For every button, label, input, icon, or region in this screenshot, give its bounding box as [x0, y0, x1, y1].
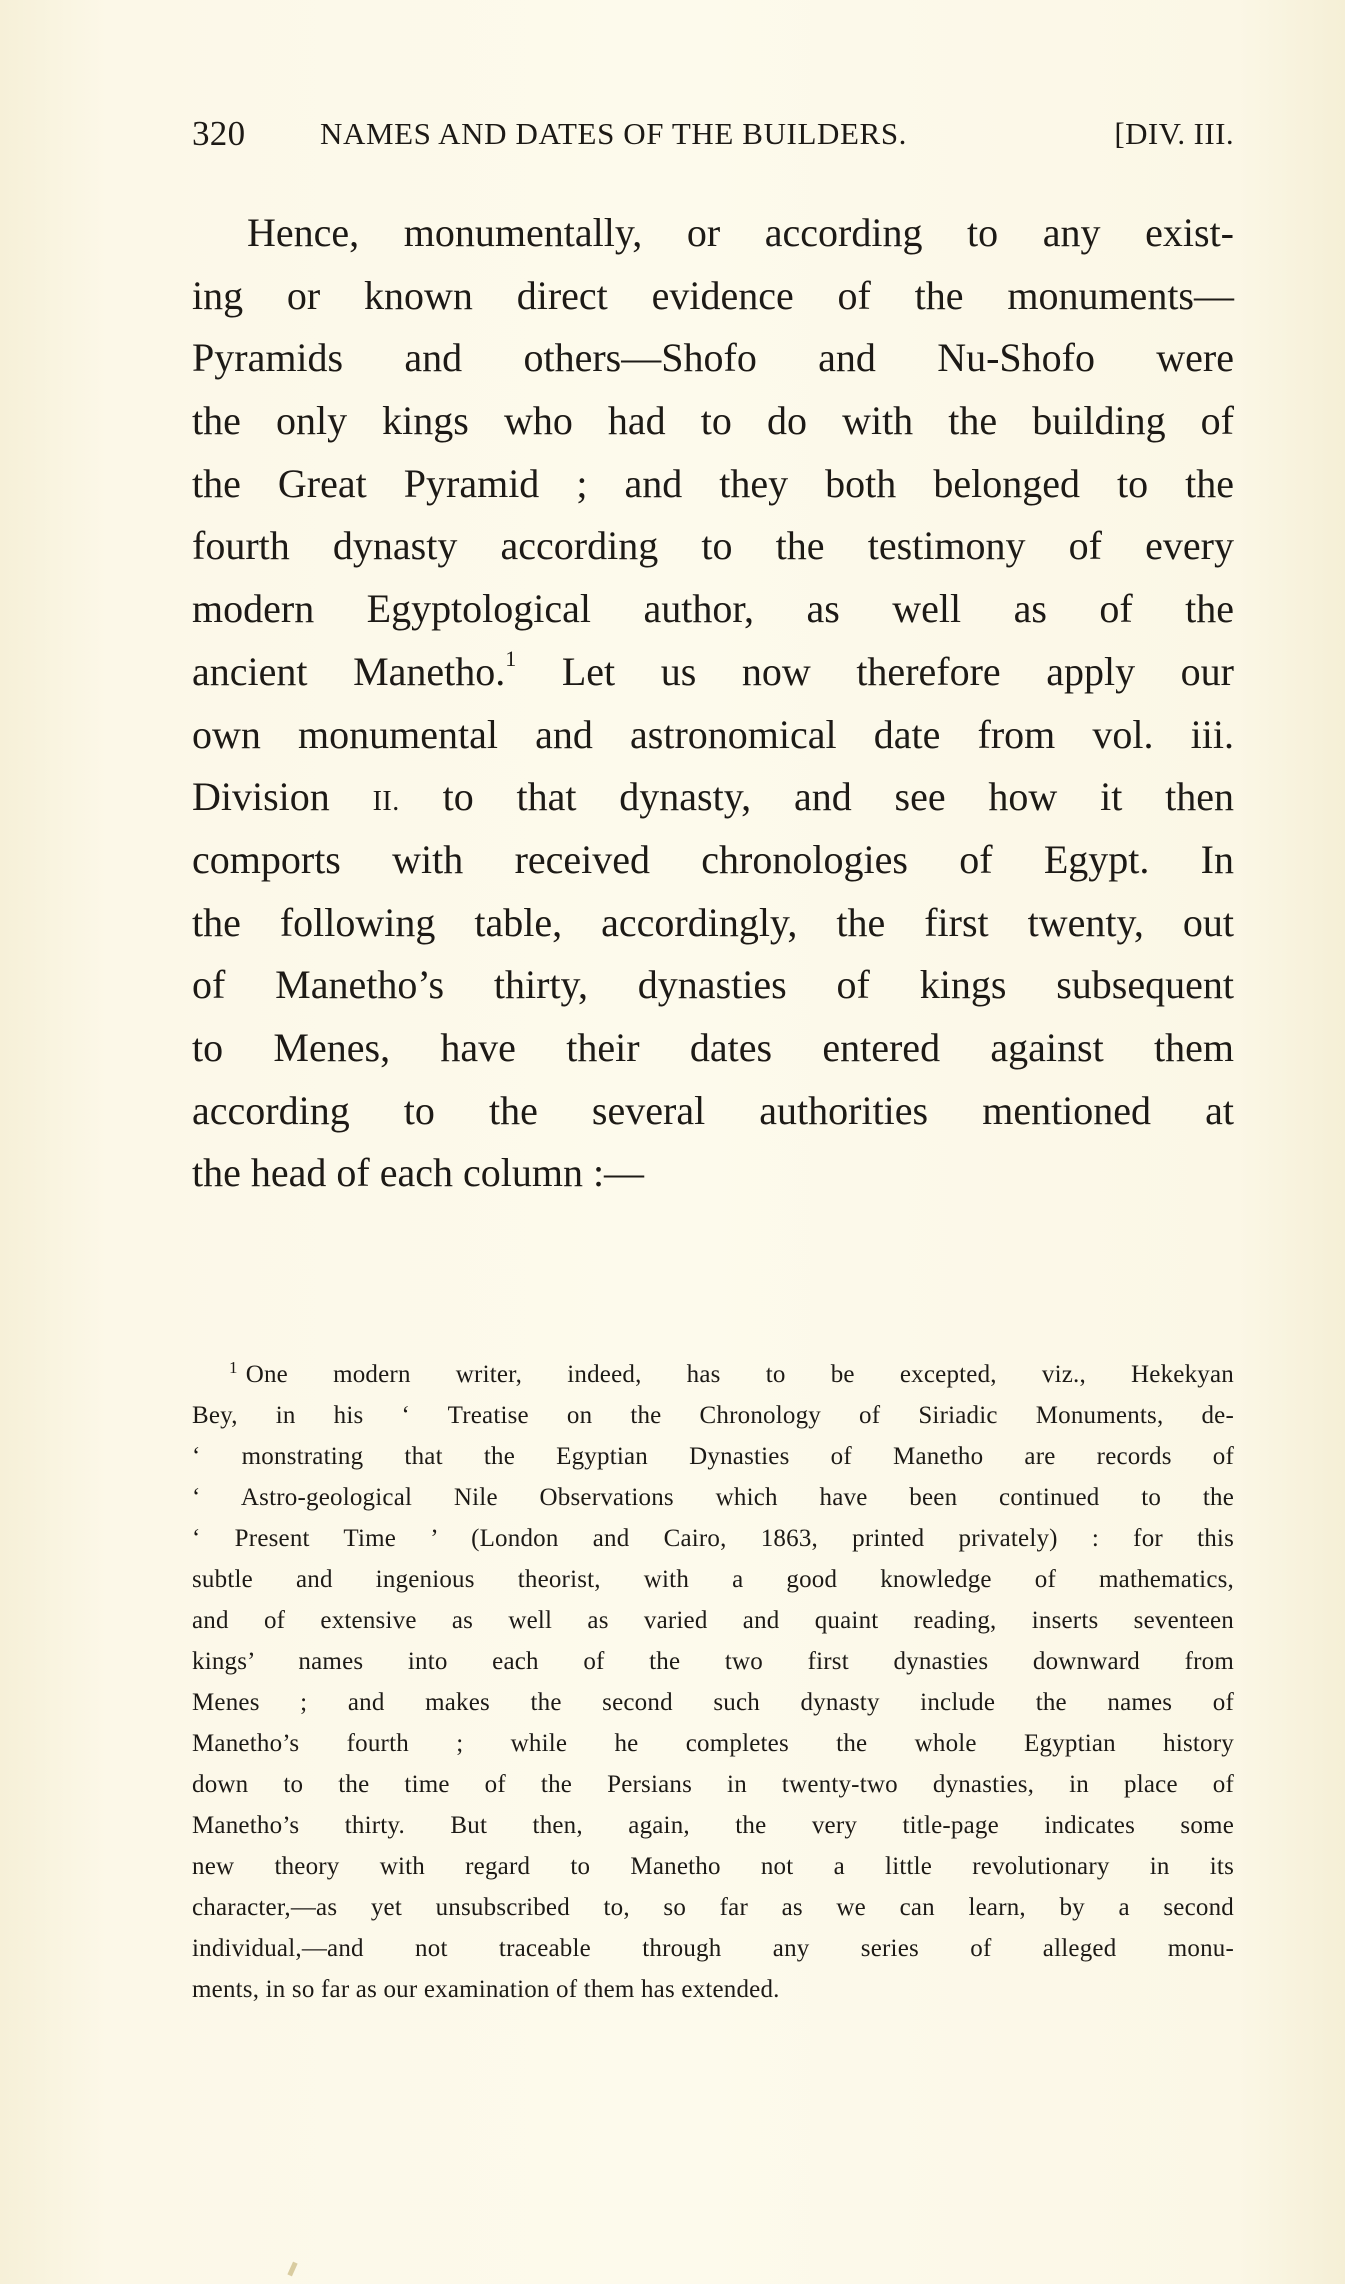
footnote-line: subtle and ingenious theorist, with a good knowledge of mathematics, [192, 1566, 1234, 1593]
footnote-reference: 1 [505, 646, 517, 672]
footnote-line: character,—as yet unsubscribed to, so far as we can learn, by a second [192, 1894, 1234, 1921]
footnote-line: Manetho’s fourth ; while he completes the whole Egyptian history [192, 1730, 1234, 1757]
body-line: own monumental and astronomical date from vol. iii. [192, 711, 1234, 757]
footnote-marker: 1 [229, 1358, 238, 1377]
footnote-line [192, 1354, 1234, 1395]
footnote-line: individual,—and not traceable through any series of alleged monu- [192, 1935, 1234, 1962]
footnote-line: ‘ monstrating that the Egyptian Dynasties of Manetho are records of [192, 1443, 1234, 1470]
division-label: [DIV. III. [1114, 116, 1234, 151]
body-line: of Manetho’s thirty, dynasties of kings subsequent [192, 962, 1234, 1008]
body-line [192, 766, 1234, 829]
paper-speck [287, 2262, 297, 2277]
body-line: the following table, accordingly, the first twenty, out [192, 899, 1234, 945]
body-line: to Menes, have their dates entered against them [192, 1024, 1234, 1070]
body-text-segment: Division [192, 774, 373, 820]
footnote-line: Menes ; and makes the second such dynasty include the names of [192, 1689, 1234, 1716]
footnote-line: down to the time of the Persians in twenty-two dynasties, in place of [192, 1771, 1234, 1798]
footnote-line: ‘ Astro-geological Nile Observations which have been continued to the [192, 1484, 1234, 1511]
body-text-segment: Let us now therefore apply our [516, 648, 1234, 694]
body-line: the head of each column :— [192, 1150, 645, 1196]
footnote-line: and of extensive as well as varied and quaint reading, inserts seventeen [192, 1607, 1234, 1634]
footnote-line: ‘ Present Time ’ (London and Cairo, 1863, printed privately) : for this [192, 1525, 1234, 1552]
main-paragraph [192, 202, 1234, 1205]
body-line: Pyramids and others—Shofo and Nu-Shofo were [192, 335, 1234, 381]
running-title: NAMES AND DATES OF THE BUILDERS. [320, 116, 908, 151]
body-line: fourth dynasty according to the testimony of every [192, 523, 1234, 569]
footnote-line: ments, in so far as our examination of them has extended. [192, 1976, 780, 2003]
body-line: the Great Pyramid ; and they both belonged to the [192, 460, 1234, 506]
division-numeral: II. [372, 786, 400, 818]
body-text-segment: to that dynasty, and see how it then [399, 774, 1234, 820]
body-line: Hence, monumentally, or according to any exist- [247, 210, 1234, 255]
running-header [192, 114, 1234, 154]
footnote-line: kings’ names into each of the two first dynasties downward from [192, 1648, 1234, 1675]
footnote-line: new theory with regard to Manetho not a little revolutionary in its [192, 1853, 1234, 1880]
body-line: ing or known direct evidence of the monuments— [192, 272, 1234, 318]
footnote-line: Manetho’s thirty. But then, again, the very title-page indicates some [192, 1812, 1234, 1839]
body-line [192, 641, 1234, 704]
body-line: modern Egyptological author, as well as of the [192, 586, 1234, 632]
footnote-text: One modern writer, indeed, has to be excepted, viz., Hekekyan [245, 1361, 1234, 1388]
body-text-segment: ancient Manetho. [192, 648, 506, 694]
body-line: according to the several authorities mentioned at [192, 1087, 1234, 1133]
page-number: 320 [192, 114, 246, 153]
footnote-line: Bey, in his ‘ Treatise on the Chronology of Siriadic Monuments, de- [192, 1402, 1234, 1429]
body-line: comports with received chronologies of Egypt. In [192, 836, 1234, 882]
footnote [192, 1354, 1234, 2010]
body-line: the only kings who had to do with the building of [192, 398, 1234, 444]
